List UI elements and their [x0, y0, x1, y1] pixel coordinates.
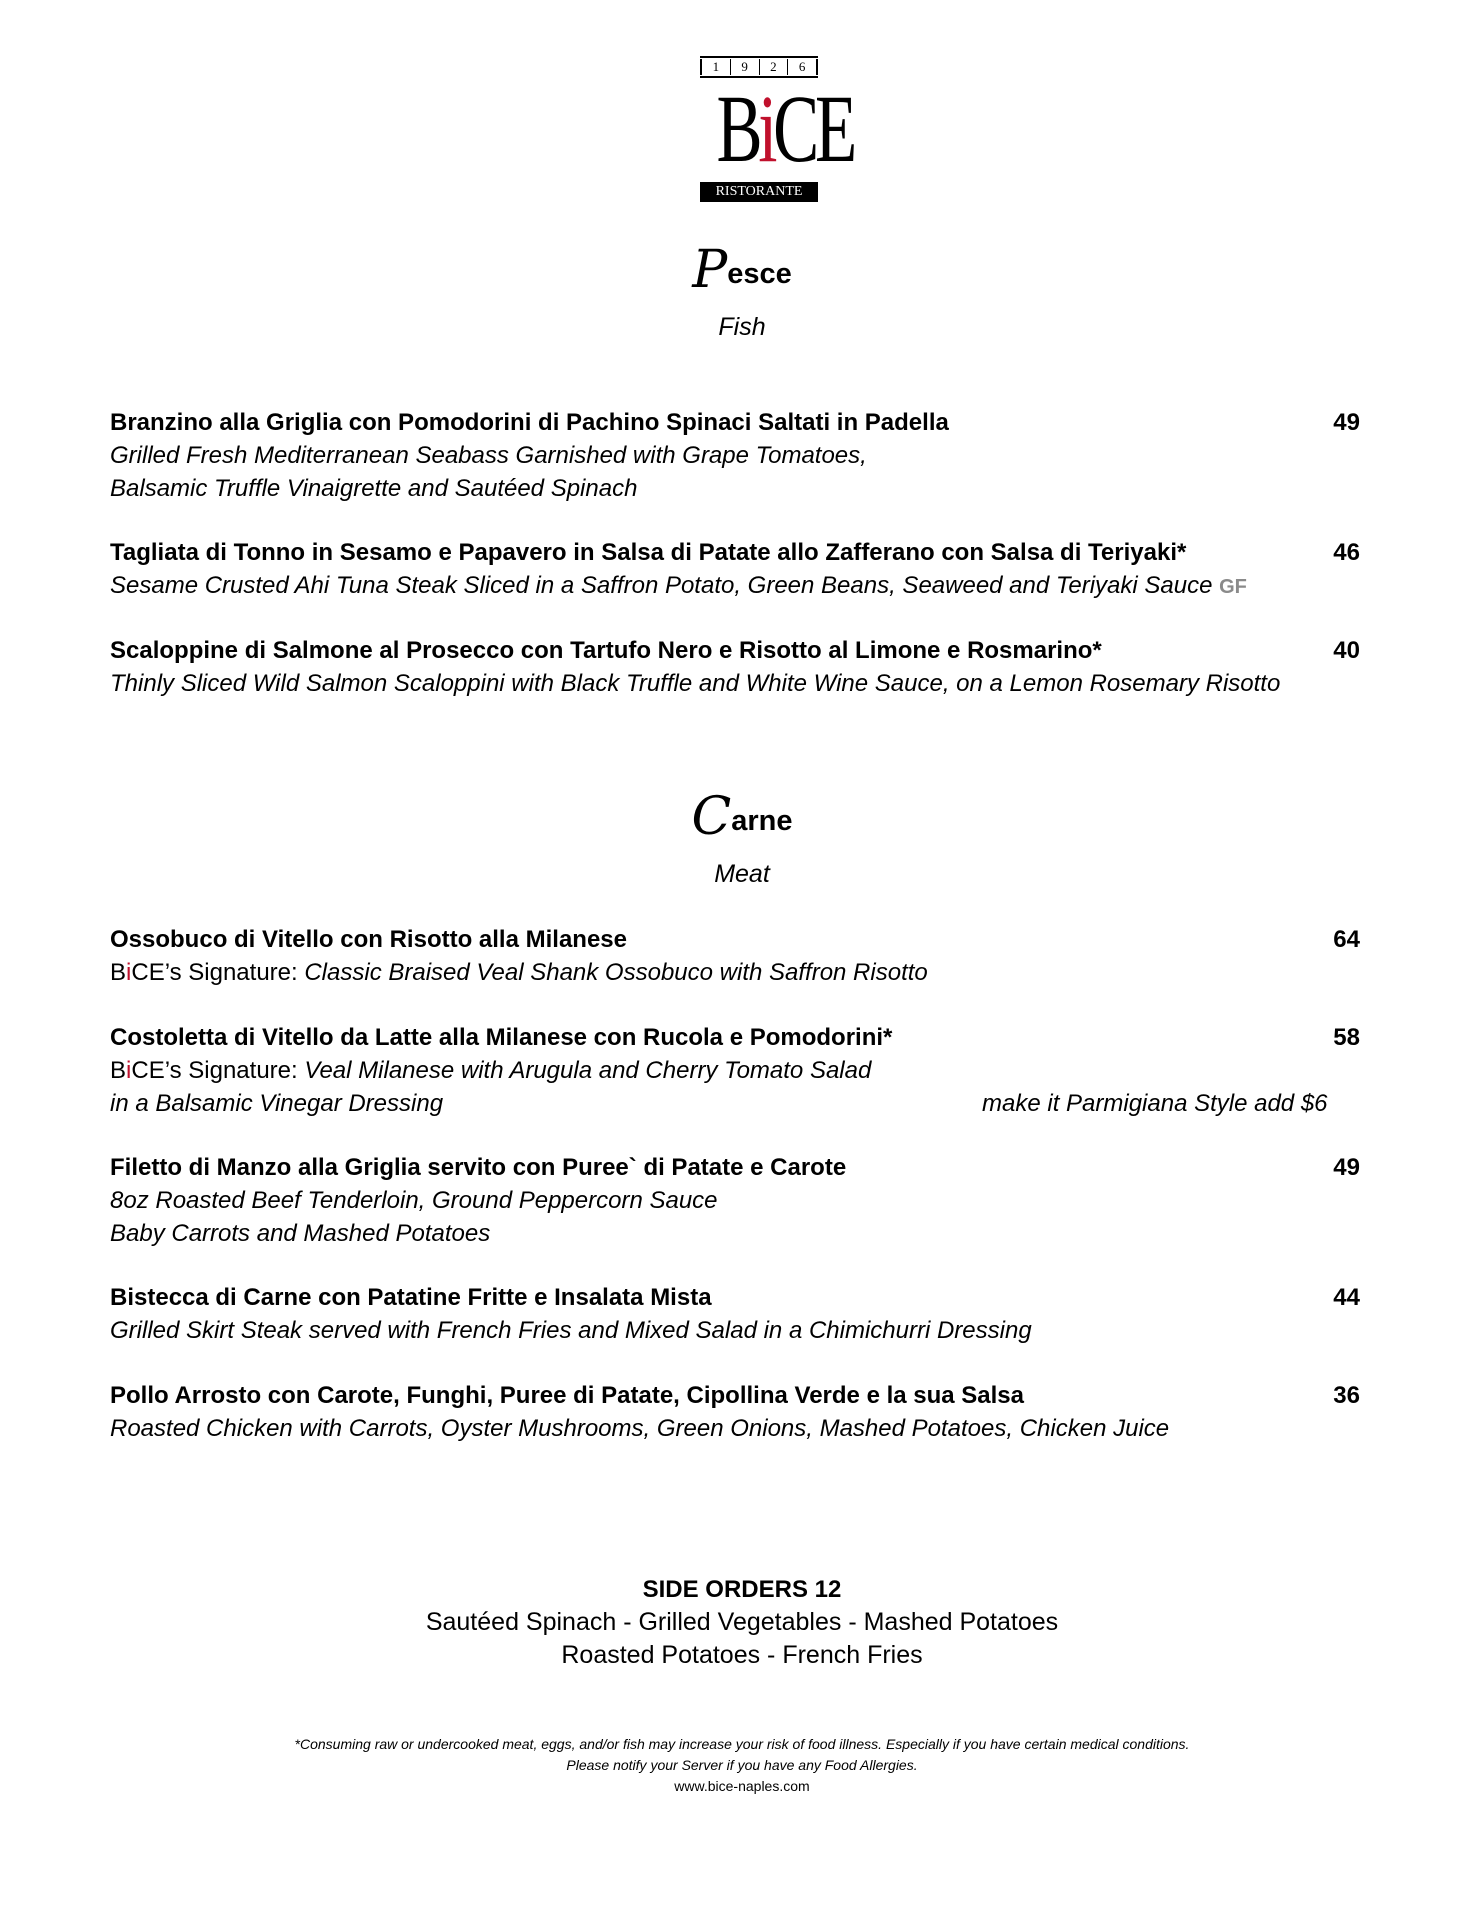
signature-label: BiCE’s Signature: — [110, 1057, 305, 1084]
side-orders-line: Sautéed Spinach - Grilled Vegetables - Mashed Potatoes — [425, 1608, 1059, 1636]
allergy-notice: Please notify your Server if you have any Food Allergies. — [566, 1757, 918, 1773]
item-description: Baby Carrots and Mashed Potatoes — [110, 1220, 491, 1247]
logo-year-digit: 6 — [787, 59, 818, 75]
item-price: 49 — [1333, 1154, 1360, 1181]
item-description: BiCE’s Signature: Veal Milanese with Arugula and Cherry Tomato Salad — [110, 1057, 872, 1084]
item-price: 58 — [1333, 1024, 1360, 1051]
item-name: Scaloppine di Salmone al Prosecco con Tartufo Nero e Risotto al Limone e Rosmarino* — [110, 637, 1102, 664]
gluten-free-tag: GF — [1219, 576, 1247, 598]
restaurant-logo — [700, 56, 853, 202]
item-price: 44 — [1333, 1284, 1360, 1311]
item-description: 8oz Roasted Beef Tenderloin, Ground Peppercorn Sauce — [110, 1187, 718, 1214]
signature-label: BiCE’s Signature: — [110, 959, 305, 986]
logo-year-digit: 2 — [759, 59, 788, 75]
item-name: Pollo Arrosto con Carote, Funghi, Puree di Patate, Cipollina Verde e la sua Salsa — [110, 1382, 1025, 1409]
menu-item — [110, 923, 1360, 989]
section-title-fish: Pesce — [692, 240, 792, 300]
item-description: Grilled Skirt Steak served with French Fries and Mixed Salad in a Chimichurri Dressing — [110, 1317, 1032, 1344]
logo-wordmark: BiCE — [716, 75, 853, 182]
item-name: Tagliata di Tonno in Sesamo e Papavero in Salsa di Patate allo Zafferano con Salsa di Teriyaki* — [110, 539, 1187, 566]
food-safety-disclaimer: *Consuming raw or undercooked meat, eggs, and/or fish may increase your risk of food illness. Especially if you have certain medical conditions. — [294, 1736, 1190, 1752]
logo-subtitle: RISTORANTE — [700, 182, 818, 202]
menu-item — [110, 406, 1360, 505]
item-price: 40 — [1333, 637, 1360, 664]
item-description: Roasted Chicken with Carrots, Oyster Mushrooms, Green Onions, Mashed Potatoes, Chicken Juice — [110, 1415, 1170, 1442]
section-subtitle-meat: Meat — [714, 860, 770, 888]
item-description: Sesame Crusted Ahi Tuna Steak Sliced in a Saffron Potato, Green Beans, Seaweed and Teriyaki Sauce GF — [110, 572, 1247, 599]
item-name: Costoletta di Vitello da Latte alla Milanese con Rucola e Pomodorini* — [110, 1024, 893, 1051]
section-title-meat: Carne — [691, 787, 793, 847]
item-description: Balsamic Truffle Vinaigrette and Sautéed Spinach — [110, 475, 638, 502]
item-description: Grilled Fresh Mediterranean Seabass Garnished with Grape Tomatoes, — [110, 442, 867, 469]
website-link[interactable]: www.bice-naples.com — [674, 1778, 810, 1794]
logo-year-digit: 1 — [700, 59, 730, 75]
item-name: Bistecca di Carne con Patatine Fritte e Insalata Mista — [110, 1284, 712, 1311]
menu-item — [110, 536, 1360, 604]
logo-year-digit: 9 — [730, 59, 759, 75]
item-description: Thinly Sliced Wild Salmon Scaloppini with Black Truffle and White Wine Sauce, on a Lemon Rosemary Risotto — [110, 670, 1281, 697]
section-initial: C — [691, 787, 732, 847]
footer — [0, 1734, 1484, 1797]
item-name: Filetto di Manzo alla Griglia servito con Puree` di Patate e Carote — [110, 1154, 847, 1181]
item-name: Branzino alla Griglia con Pomodorini di Pachino Spinaci Saltati in Padella — [110, 409, 949, 436]
menu-item — [110, 1151, 1360, 1250]
menu-item — [110, 1281, 1360, 1347]
item-description: in a Balsamic Vinegar Dressing — [110, 1090, 444, 1117]
side-orders-title: SIDE ORDERS 12 — [642, 1576, 842, 1603]
side-orders-line: Roasted Potatoes - French Fries — [561, 1641, 923, 1669]
item-name: Ossobuco di Vitello con Risotto alla Milanese — [110, 926, 627, 953]
item-price: 49 — [1333, 409, 1360, 436]
section-subtitle-fish: Fish — [718, 313, 766, 341]
item-price: 64 — [1333, 926, 1360, 953]
menu-item — [110, 634, 1360, 700]
item-price: 46 — [1333, 539, 1360, 566]
menu-item — [110, 1021, 1360, 1120]
item-description: BiCE’s Signature: Classic Braised Veal Shank Ossobuco with Saffron Risotto — [110, 959, 928, 986]
item-price: 36 — [1333, 1382, 1360, 1409]
side-orders — [0, 1573, 1484, 1672]
item-addon-note: make it Parmigiana Style add $6 — [982, 1090, 1328, 1117]
menu-item — [110, 1379, 1360, 1445]
section-initial: P — [692, 240, 728, 300]
